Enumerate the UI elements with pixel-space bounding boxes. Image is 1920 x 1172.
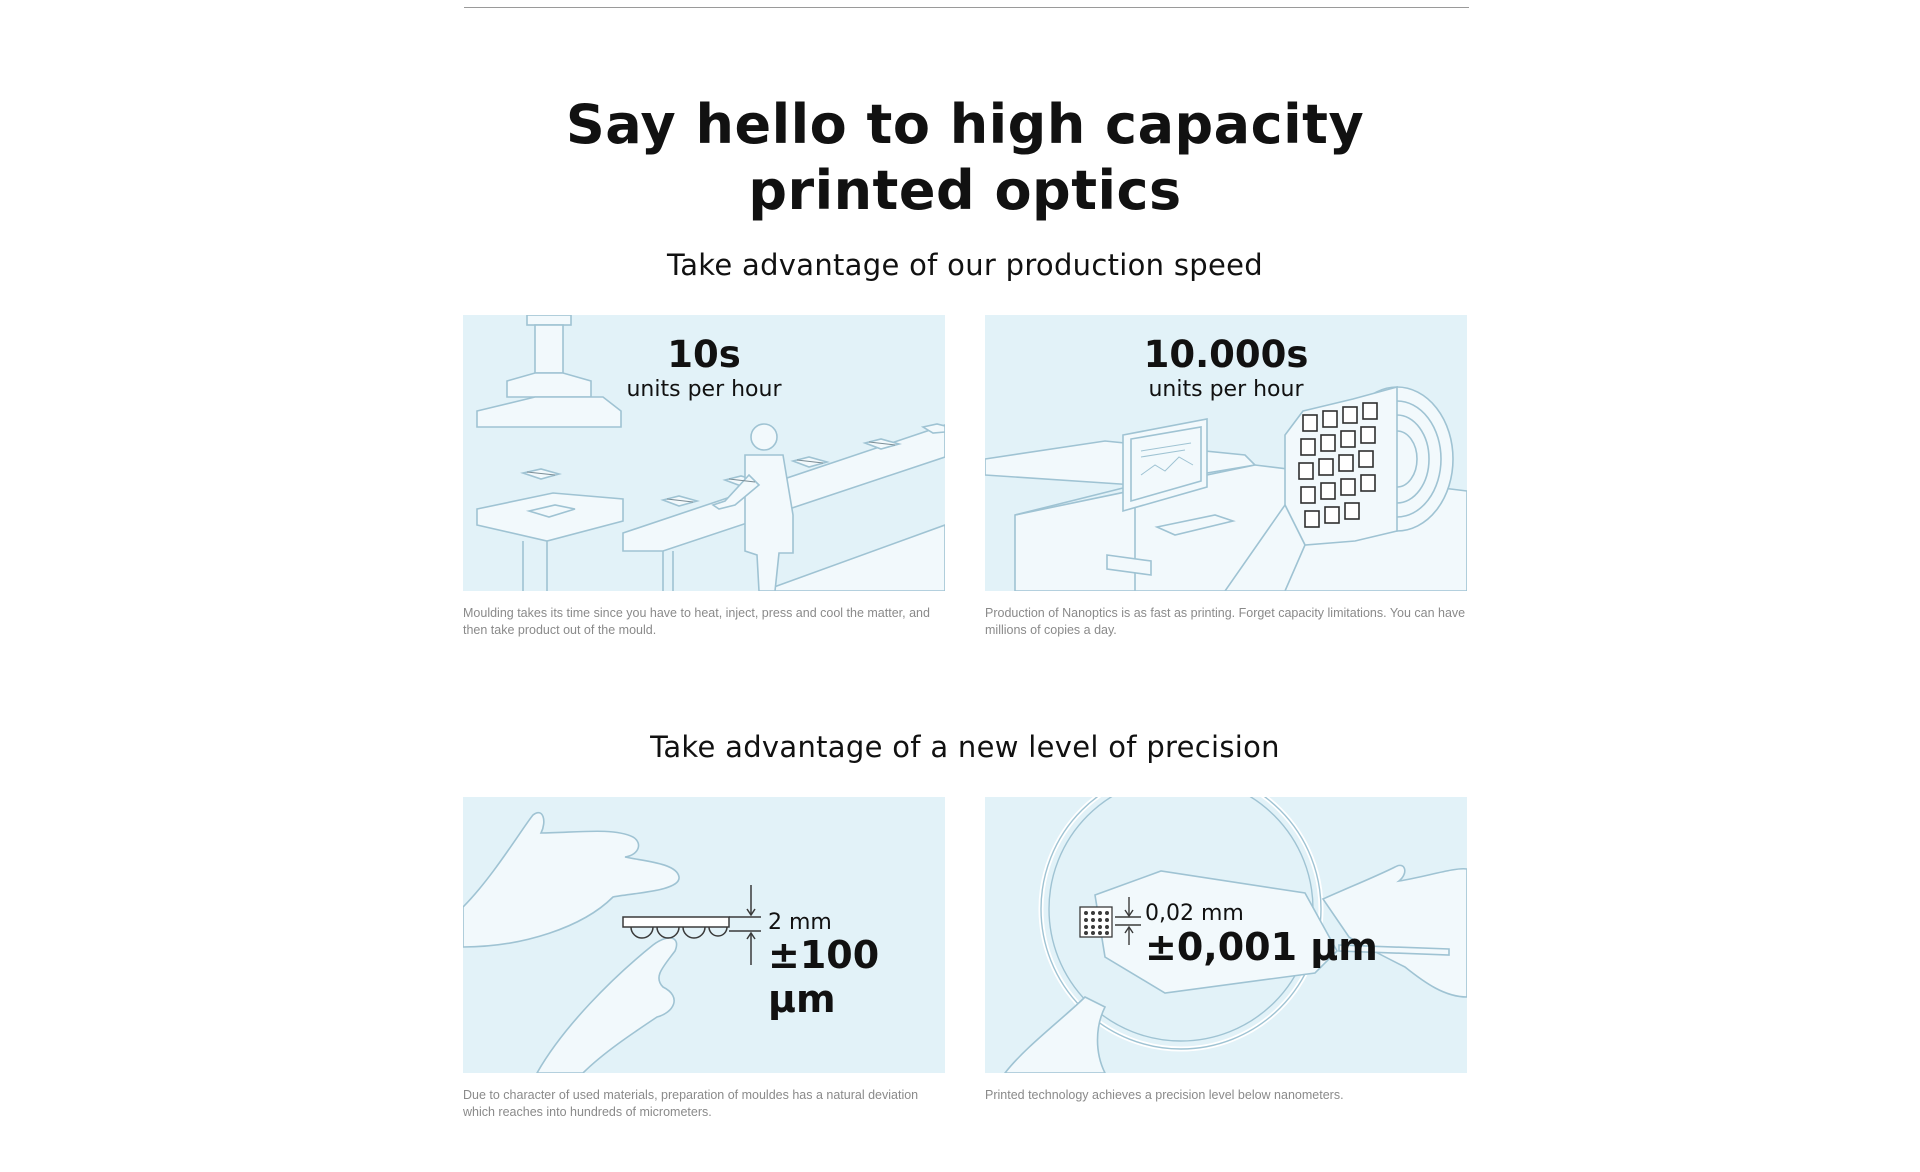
printing-precision-illustration (985, 797, 1467, 1073)
printing-precision-description: Printed technology achieves a precision level below nanometers. (985, 1088, 1344, 1102)
moulding-speed-card (463, 315, 945, 639)
printing-dimension: 0,02 mm (1145, 901, 1244, 926)
moulding-speed-unit: units per hour (626, 377, 782, 402)
moulding-precision-illustration (463, 797, 945, 1073)
moulding-precision-description: Due to character of used materials, preparation of mouldes has a natural deviation which reaches into hundreds of micrometers. (463, 1088, 919, 1119)
printing-speed-unit: units per hour (1148, 377, 1304, 402)
hero-title-line2: printed optics (748, 159, 1182, 222)
printing-tolerance: ±0,001 µm (1145, 925, 1378, 969)
hero-title-line1: Say hello to high capacity (565, 93, 1365, 156)
moulding-tolerance: ±100 µm (768, 933, 880, 1021)
precision-section-title: Take advantage of a new level of precision (650, 730, 1280, 764)
moulding-speed-illustration (463, 315, 945, 591)
printing-speed-card (985, 315, 1467, 639)
printing-speed-value: 10.000s (1143, 333, 1309, 376)
moulding-speed-value: 10s (667, 333, 741, 376)
printing-speed-illustration (985, 315, 1467, 591)
moulding-dimension: 2 mm (768, 910, 832, 935)
moulding-precision-card (463, 797, 945, 1121)
speed-section-title: Take advantage of our production speed (667, 248, 1263, 282)
printing-precision-card (985, 797, 1467, 1104)
moulding-speed-description: Moulding takes its time since you have to heat, inject, press and cool the matter, and then take product out of the mould. (463, 606, 930, 637)
hero-title (0, 92, 1920, 224)
printing-speed-description: Production of Nanoptics is as fast as printing. Forget capacity limitations. You can have millions of copies a day. (985, 606, 1466, 637)
top-divider (464, 7, 1469, 8)
